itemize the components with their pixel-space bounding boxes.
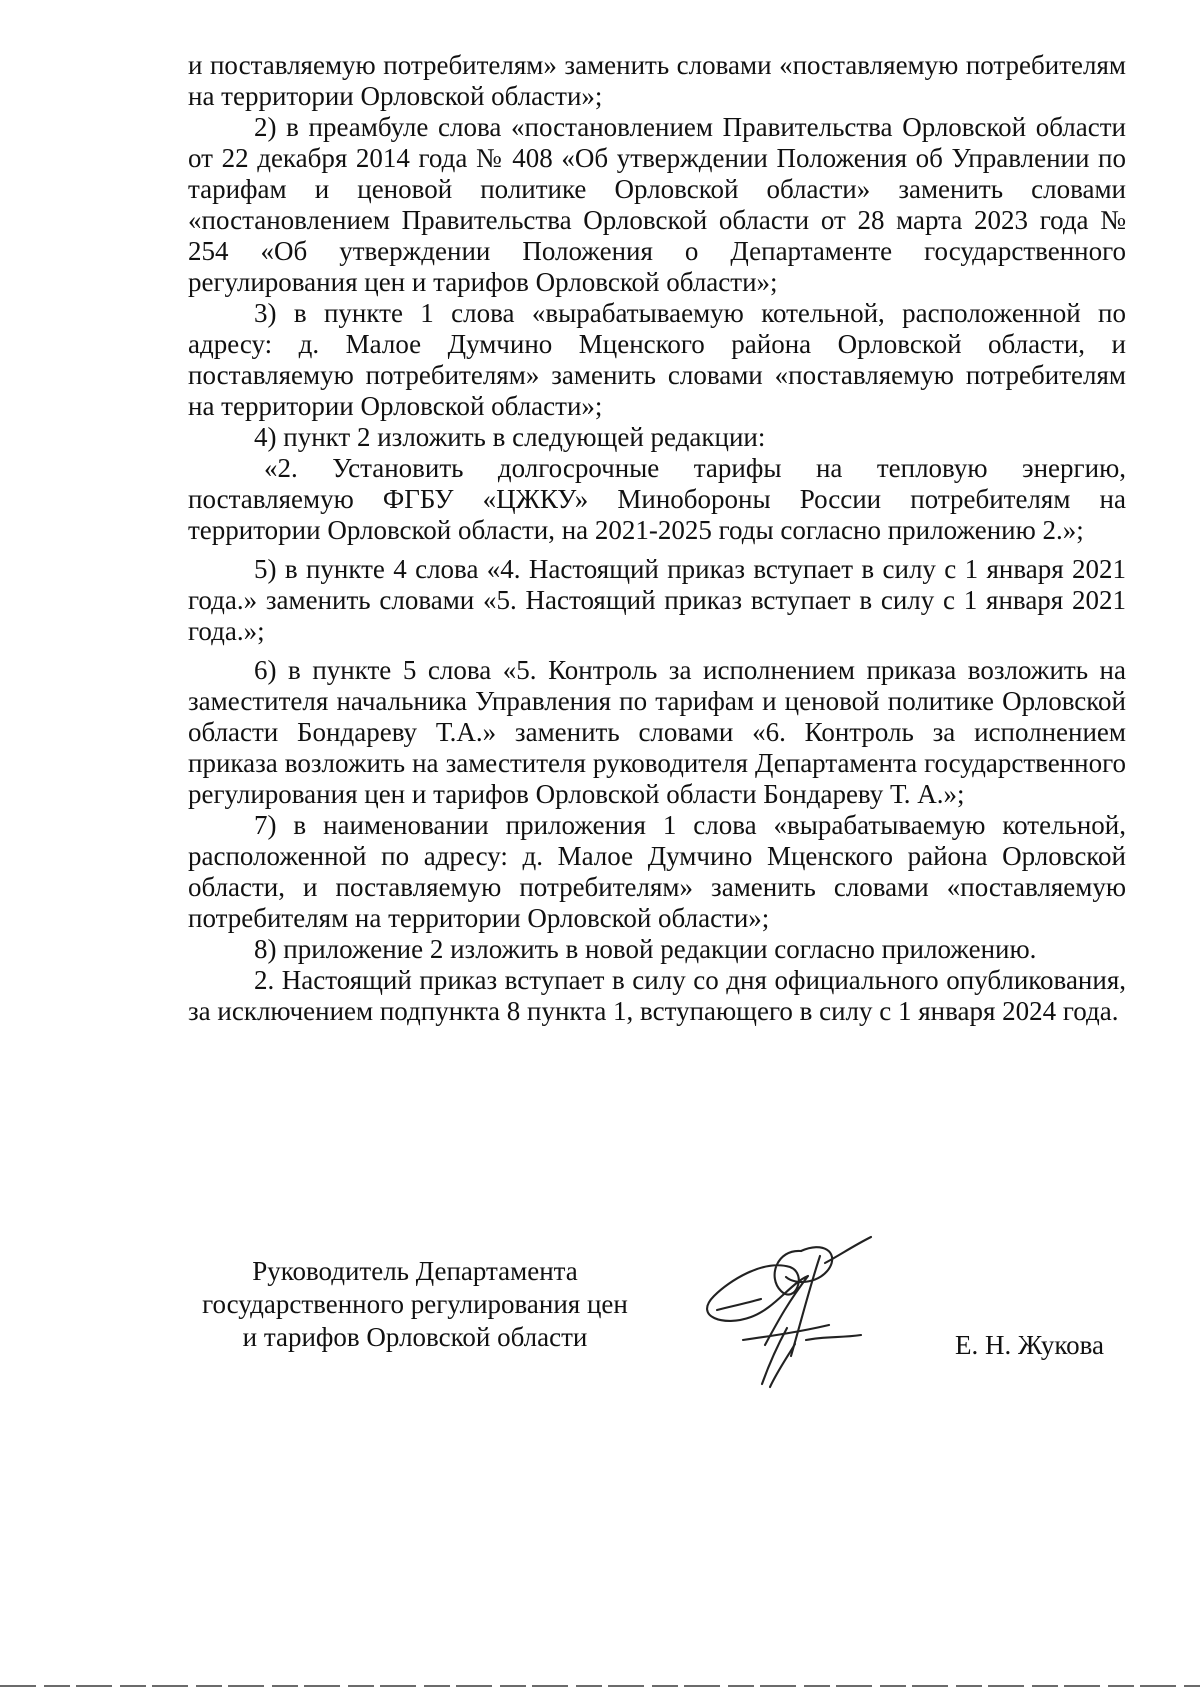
signatory-position-line: и тарифов Орловской области <box>242 1322 588 1352</box>
scan-edge-line <box>0 1685 1200 1687</box>
amendment-item-6: 6) в пункте 5 слова «5. Контроль за исполнением приказа возложить на заместителя начальника Управления по тарифам и ценовой политике Орловской области Бондареву Т.А.» заменить словами «6. Контроль за исполнением приказа возложить на заместителя руководителя Департамента государственного регулирования цен и тарифов Орловской области Бондареву Т. А.»; <box>188 655 1126 809</box>
order-text <box>188 50 1126 1027</box>
amendment-item-5: 5) в пункте 4 слова «4. Настоящий приказ вступает в силу с 1 января 2021 года.» заменить словами «5. Настоящий приказ вступает в силу с 1 января 2021 года.»; <box>188 554 1126 646</box>
continued-paragraph: и поставляемую потребителям» заменить словами «поставляемую потребителям на территории Орловской области»; <box>188 50 1126 111</box>
amendment-item-4: 4) пункт 2 изложить в следующей редакции: <box>254 422 766 452</box>
amendment-item-8: 8) приложение 2 изложить в новой редакции согласно приложению. <box>254 934 1037 964</box>
effective-date-clause: 2. Настоящий приказ вступает в силу со дня официального опубликования, за исключением подпункта 8 пункта 1, вступающего в силу с 1 января 2024 года. <box>188 965 1126 1026</box>
amendment-item-7: 7) в наименовании приложения 1 слова «вырабатываемую котельной, расположенной по адресу: д. Малое Думчино Мценского района Орловской области, и поставляемую потребителям» заменить словами «поставляемую потребителям на территории Орловской области»; <box>188 810 1126 933</box>
signatory-name: Е. Н. Жукова <box>955 1330 1104 1360</box>
amendment-item-2: 2) в преамбуле слова «постановлением Правительства Орловской области от 22 декабря 2014 года № 408 «Об утверждении Положения об Управлении по тарифам и ценовой политике Орловской области» заменить словами «постановлением Правительства Орловской области от 28 марта 2023 года № 254 «Об утверждении Положения о Департаменте государственного регулирования цен и тарифов Орловской области»; <box>188 112 1126 297</box>
signatory-position-line: Руководитель Департамента <box>252 1256 578 1286</box>
signatory-position <box>180 1255 650 1354</box>
new-clause-2-text: «2. Установить долгосрочные тарифы на тепловую энергию, поставляемую ФГБУ «ЦЖКУ» Минобороны России потребителям на территории Орловской области, на 2021-2025 годы согласно приложению 2.»; <box>188 453 1126 545</box>
amendment-item-3: 3) в пункте 1 слова «вырабатываемую котельной, расположенной по адресу: д. Малое Думчино Мценского района Орловской области, и поставляемую потребителям» заменить словами «поставляемую потребителям на территории Орловской области»; <box>188 298 1126 421</box>
signatory-position-line: государственного регулирования цен <box>202 1289 628 1319</box>
handwritten-signature <box>695 1233 925 1393</box>
